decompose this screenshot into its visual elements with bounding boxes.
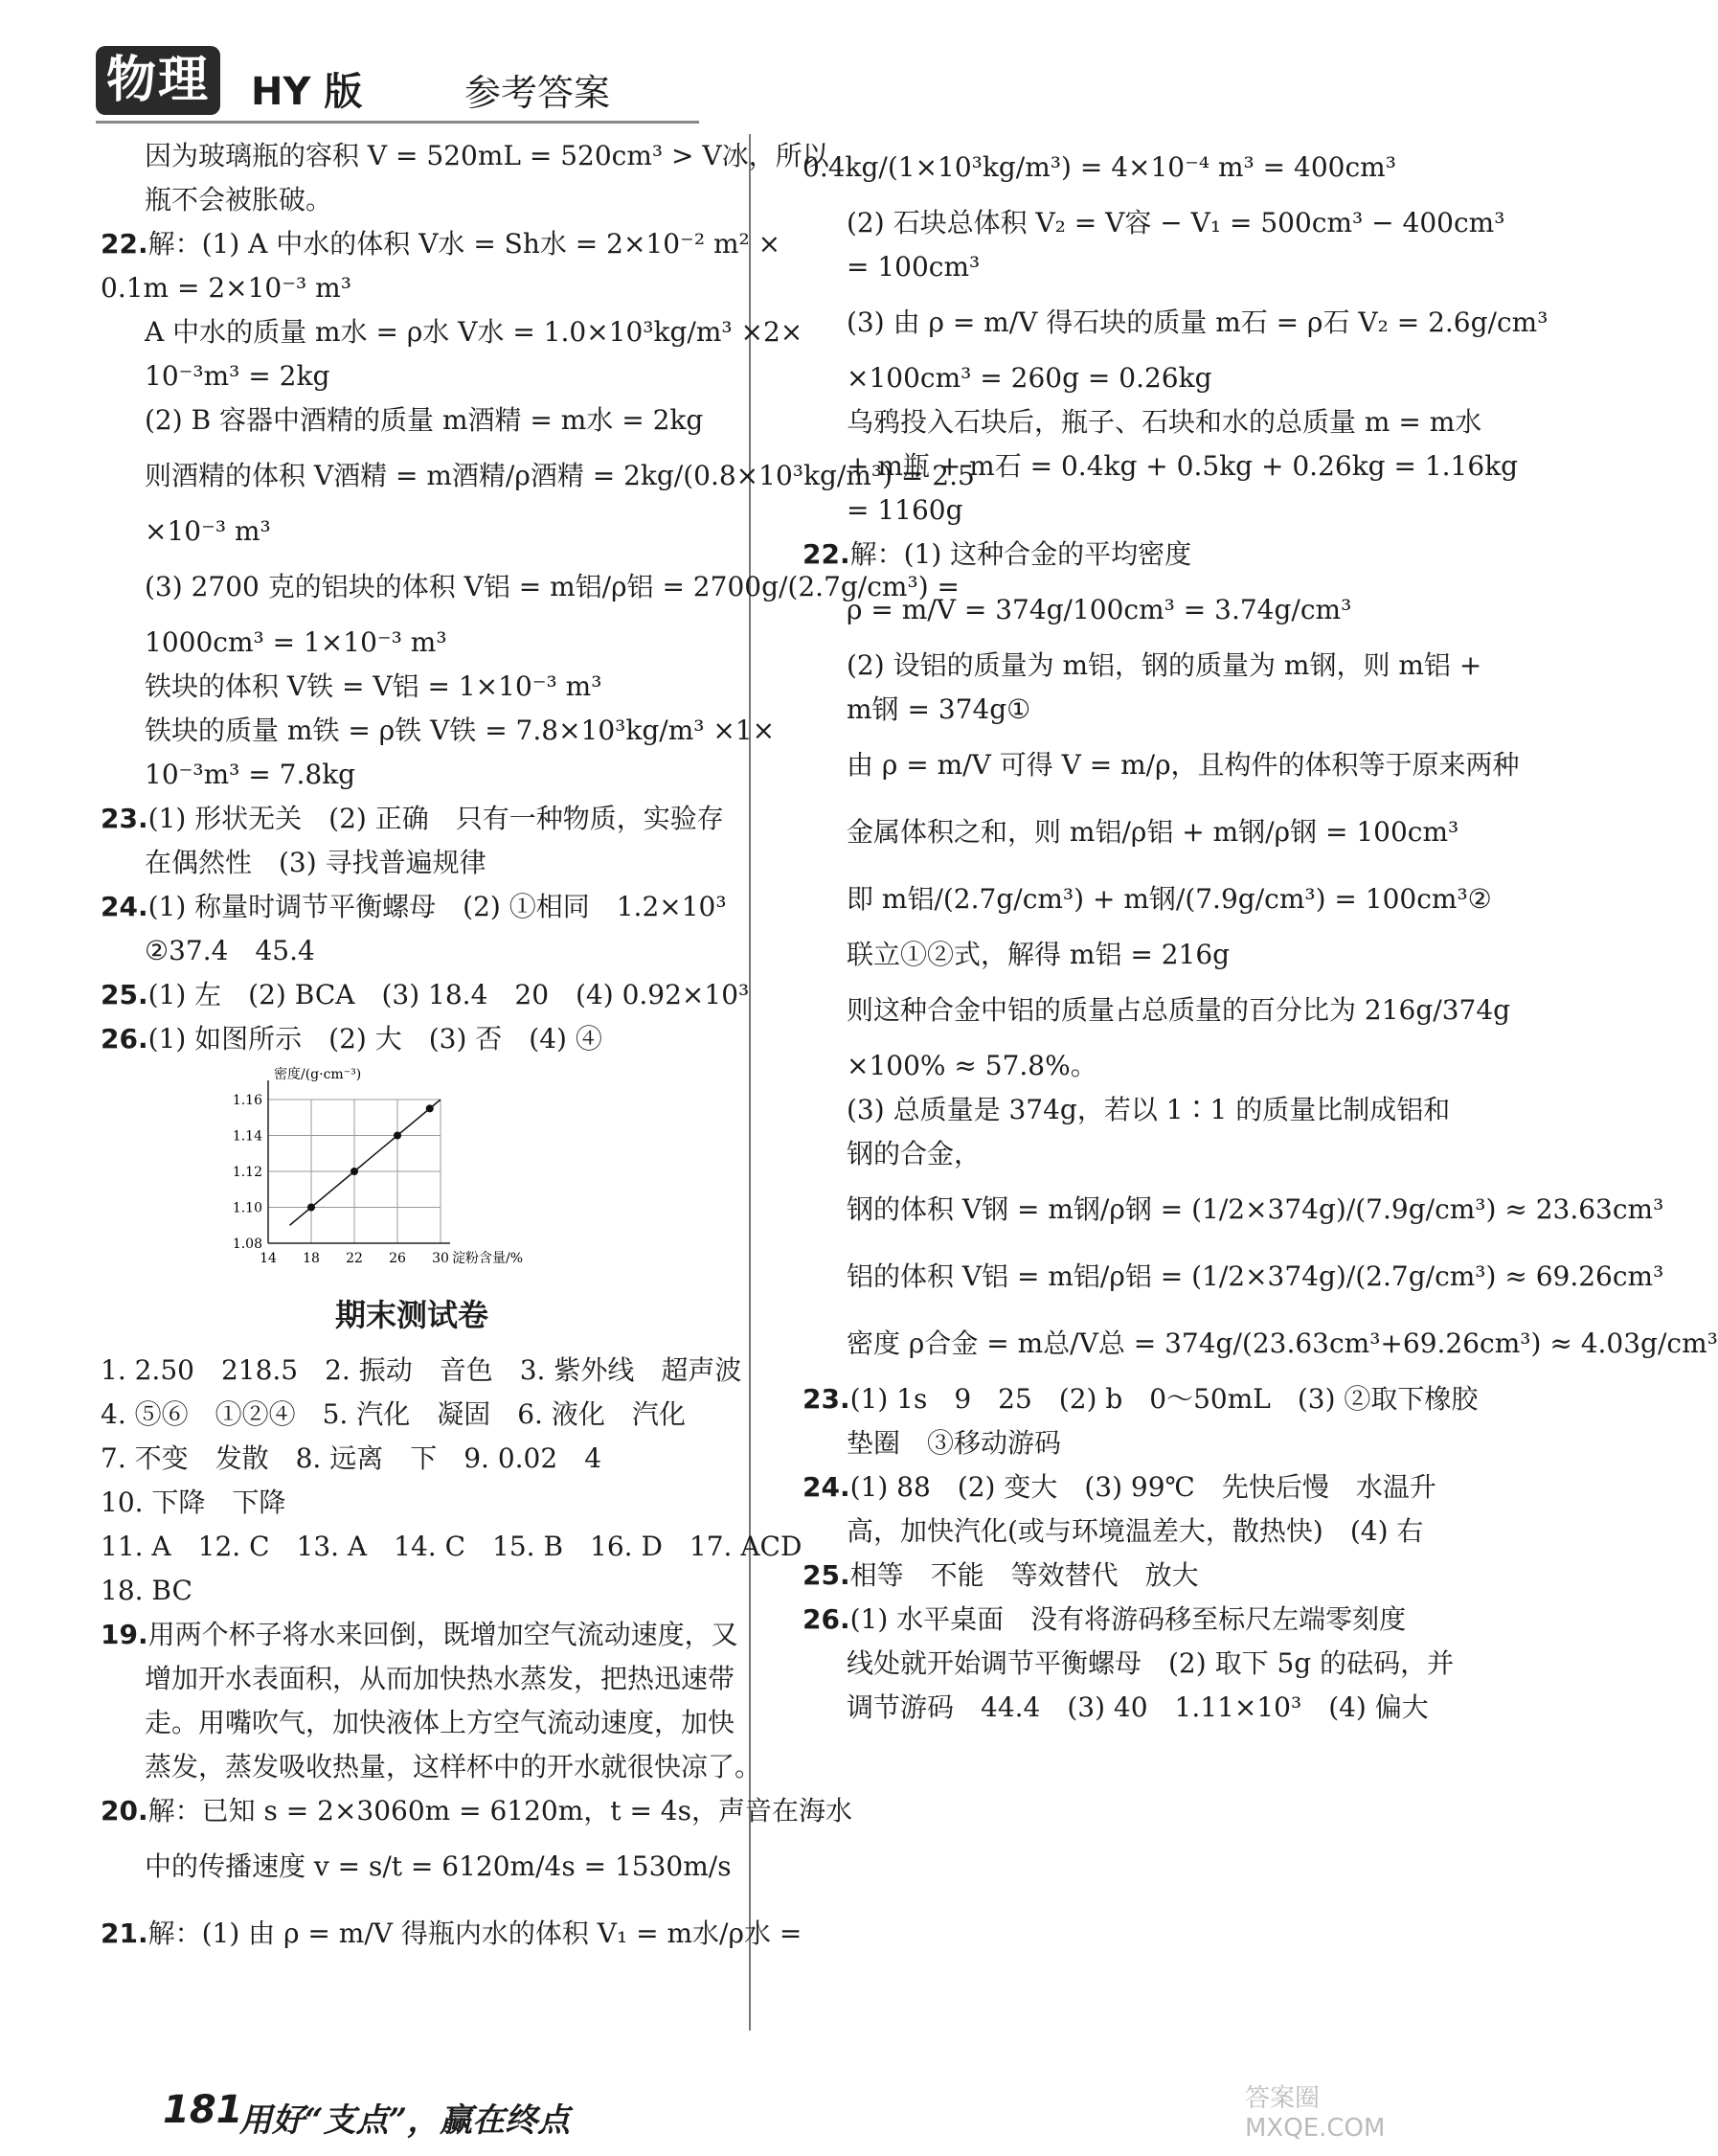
question-number: 23. (802, 1383, 850, 1415)
section-title: 期末测试卷 (334, 1297, 488, 1333)
watermark: 答案圈 MXQE.COM (1245, 2084, 1386, 2143)
answer-line (802, 977, 1511, 1044)
question-number: 24. (802, 1471, 850, 1503)
y-tick-label: 1.08 (232, 1237, 262, 1252)
answer-line (101, 709, 776, 753)
density-chart-svg (211, 1061, 555, 1282)
answer-text: 10⁻³m³ = 7.8kg (145, 759, 356, 790)
answer-text: 0.4kg/(1×10³kg/m³) = 4×10⁻⁴ m³ = 400cm³ (802, 151, 1396, 183)
y-tick-label: 1.14 (232, 1128, 262, 1145)
answer-text: (3) 由 ρ = m/V 得石块的质量 m石 = ρ石 V₂ = 2.6g/cm³ (847, 306, 1548, 338)
question-number: 21. (101, 1918, 148, 1949)
answer-text: (2) B 容器中酒精的质量 m酒精 = m水 = 2kg (145, 404, 704, 436)
answer-text: 铝的体积 V铝 = m铝/ρ铝 = (1/2×374g)/(2.7g/cm³) ≈ 69.26cm³ (847, 1260, 1664, 1292)
answer-line (802, 245, 1396, 289)
answer-line (802, 688, 1396, 732)
answer-text: (1) 形状无关 (2) 正确 只有一种物质，实验存 (147, 803, 724, 834)
answer-line (802, 732, 1520, 799)
answer-text: 因为玻璃瓶的容积 V = 520mL = 520cm³ > V冰，所以 (145, 140, 829, 171)
answer-line (101, 178, 723, 222)
answer-line (802, 1088, 1451, 1132)
header-rule (96, 121, 699, 124)
answer-text: (1) 1s 9 25 (2) b 0～50mL (3) ②取下橡胶 (849, 1383, 1479, 1415)
y-tick-label: 1.10 (232, 1200, 262, 1216)
x-tick-label: 22 (346, 1251, 363, 1266)
answer-line (101, 134, 829, 178)
answer-text: 解：已知 s = 2×3060m = 6120m，t = 4s，声音在海水 (147, 1795, 852, 1827)
answer-text: 铁块的体积 V铁 = V铝 = 1×10⁻³ m³ (145, 670, 602, 702)
answer-line (101, 885, 727, 929)
answer-text: 1. 2.50 218.5 2. 振动 音色 3. 紫外线 超声波 (101, 1354, 742, 1386)
data-point (426, 1104, 434, 1112)
answer-text: 走。用嘴吹气，加快液体上方空气流动速度，加快 (145, 1707, 735, 1738)
y-tick-label: 1.12 (232, 1165, 262, 1180)
answer-line (802, 1642, 1455, 1686)
subject-logo: 物理 (96, 46, 220, 115)
answer-line (802, 356, 1396, 400)
answer-text: 高，加快汽化(或与环境温差大，散热快) (4) 右 (847, 1515, 1424, 1547)
answer-text: (1) 称量时调节平衡螺母 (2) ①相同 1.2×10³ (147, 891, 727, 922)
answer-line (101, 398, 723, 443)
x-tick-label: 18 (303, 1251, 320, 1266)
answer-line (802, 400, 1482, 444)
answer-text: 联立①②式，解得 m铝 = 216g (847, 939, 1231, 970)
x-tick-label: 26 (389, 1251, 406, 1266)
answer-text: ×100cm³ = 260g = 0.26kg (847, 362, 1212, 394)
answer-text: 则这种合金中铝的质量占总质量的百分比为 216g/374g (847, 994, 1511, 1026)
answer-line (802, 1598, 1407, 1642)
answer-line (101, 1437, 723, 1481)
answer-text: 调节游码 44.4 (3) 40 1.11×10³ (4) 偏大 (847, 1691, 1429, 1723)
answer-line (101, 266, 723, 310)
answer-text: + m瓶 + m石 = 0.4kg + 0.5kg + 0.26kg = 1.16kg (847, 450, 1519, 482)
answer-line (101, 1701, 735, 1745)
y-tick-label: 1.16 (232, 1093, 262, 1108)
answer-text: 用两个杯子将水来回倒，既增加空气流动速度，又 (147, 1619, 738, 1650)
answer-line (802, 289, 1548, 356)
answer-text: 中的传播速度 v = s/t = 6120m/4s = 1530m/s (145, 1850, 732, 1882)
answer-line (802, 1243, 1664, 1310)
answer-text: (1) 左 (2) BCA (3) 18.4 20 (4) 0.92×10³ (147, 979, 750, 1010)
answer-line (802, 577, 1396, 644)
answer-text: 钢的体积 V钢 = m钢/ρ钢 = (1/2×374g)/(7.9g/cm³) ≈ 23.63cm³ (847, 1193, 1664, 1225)
answer-text: 7. 不变 发散 8. 远离 下 9. 0.02 4 (101, 1442, 602, 1474)
answer-line (101, 1481, 723, 1525)
answer-text: 10⁻³m³ = 2kg (145, 360, 330, 392)
answer-line (101, 929, 723, 973)
question-number: 24. (101, 891, 148, 922)
question-number: 19. (101, 1619, 148, 1650)
answer-line (101, 1833, 732, 1900)
answer-text: 解：(1) 由 ρ = m/V 得瓶内水的体积 V₁ = m水/ρ水 = (147, 1918, 802, 1949)
answer-line (802, 1554, 1396, 1598)
data-point (394, 1132, 401, 1140)
answer-line (802, 1377, 1479, 1421)
answer-line (802, 444, 1519, 488)
answer-text: 11. A 12. C 13. A 14. C 15. B 16. D 17. ACD (101, 1531, 802, 1562)
question-number: 23. (101, 803, 148, 834)
y-axis-label: 密度/(g·cm⁻³) (274, 1067, 362, 1082)
answer-text: 相等 不能 等效替代 放大 (849, 1559, 1199, 1591)
question-number: 25. (101, 979, 148, 1010)
answer-line (101, 1613, 738, 1657)
answer-text: 在偶然性 (3) 寻找普遍规律 (145, 847, 486, 878)
answer-line (802, 533, 1396, 577)
answer-text: ρ = m/V = 374g/100cm³ = 3.74g/cm³ (847, 594, 1352, 625)
answer-text: 铁块的质量 m铁 = ρ铁 V铁 = 7.8×10³kg/m³ ×1× (145, 715, 776, 746)
answer-text: (1) 88 (2) 变大 (3) 99℃ 先快后慢 水温升 (849, 1471, 1436, 1503)
answer-line (101, 1017, 723, 1061)
answer-text: 10. 下降 下降 (101, 1487, 286, 1518)
answer-line (101, 310, 803, 354)
question-number: 22. (802, 538, 850, 570)
answer-text: 密度 ρ合金 = m总/V总 = 374g/(23.63cm³+69.26cm³) ≈ 4.03g/cm³ (847, 1328, 1718, 1359)
answer-line (101, 1745, 762, 1789)
answer-text: ×10⁻³ m³ (145, 515, 271, 547)
answer-text: 1000cm³ = 1×10⁻³ m³ (145, 626, 447, 658)
answer-line (101, 1393, 723, 1437)
question-number: 26. (802, 1603, 850, 1635)
answer-text: 蒸发，蒸发吸收热量，这样杯中的开水就很快凉了。 (145, 1751, 762, 1782)
answer-line (101, 753, 723, 797)
answer-text: ②37.4 45.4 (145, 935, 315, 966)
answer-line (101, 665, 723, 709)
answer-line (101, 621, 723, 665)
answer-line (802, 799, 1459, 866)
answer-text: 乌鸦投入石块后，瓶子、石块和水的总质量 m = m水 (847, 406, 1482, 438)
answer-line (802, 201, 1505, 245)
x-axis-label: 淀粉含量/% (452, 1251, 524, 1266)
answer-text: (2) 石块总体积 V₂ = V容 − V₁ = 500cm³ − 400cm³ (847, 207, 1505, 238)
answer-text: m钢 = 374g① (847, 693, 1031, 725)
answer-text: 垫圈 ③移动游码 (847, 1427, 1062, 1459)
answer-line (802, 1132, 1396, 1176)
answer-line (802, 933, 1396, 977)
answer-line (101, 354, 723, 398)
answer-text: = 1160g (847, 494, 963, 526)
answer-text: 则酒精的体积 V酒精 = m酒精/ρ酒精 = 2kg/(0.8×10³kg/m³) = 2.5 (145, 460, 975, 491)
question-number: 25. (802, 1559, 850, 1591)
answer-line (802, 488, 1396, 533)
page-footer (96, 2088, 766, 2145)
answer-text: 线处就开始调节平衡螺母 (2) 取下 5g 的砝码，并 (847, 1647, 1455, 1679)
question-number: 26. (101, 1023, 148, 1055)
question-number: 22. (101, 228, 148, 260)
answer-line (802, 134, 1396, 201)
answer-line (802, 1509, 1424, 1554)
answer-line (802, 866, 1492, 933)
right-column (802, 134, 1718, 1730)
answer-text: 瓶不会被胀破。 (145, 184, 333, 216)
answer-line (101, 973, 750, 1017)
answer-text: 18. BC (101, 1575, 192, 1606)
answer-line (802, 1176, 1664, 1243)
answer-text: 0.1m = 2×10⁻³ m³ (101, 272, 351, 304)
data-point (350, 1168, 358, 1175)
density-chart (101, 1061, 723, 1282)
page-header (0, 0, 1467, 125)
answer-text: 钢的合金， (847, 1138, 982, 1169)
answer-line (101, 1525, 802, 1569)
answer-line (802, 1686, 1429, 1730)
answer-text: 解：(1) 这种合金的平均密度 (849, 538, 1192, 570)
answer-line (101, 1789, 852, 1833)
answer-line (101, 841, 723, 885)
answer-line (101, 1900, 802, 1967)
answer-line (802, 1465, 1436, 1509)
answer-line (101, 1569, 723, 1613)
data-point (307, 1204, 315, 1212)
answer-line (101, 1657, 735, 1701)
answer-text: (1) 如图所示 (2) 大 (3) 否 (4) ④ (147, 1023, 602, 1055)
answer-text: 增加开水表面积，从而加快热水蒸发，把热迅速带 (145, 1663, 735, 1694)
answer-text: 由 ρ = m/V 可得 V = m/ρ，且构件的体积等于原来两种 (847, 749, 1520, 781)
answer-text: ×100% ≈ 57.8%。 (847, 1050, 1097, 1081)
answer-line (101, 510, 723, 554)
answer-text: (3) 2700 克的铝块的体积 V铝 = m铝/ρ铝 = 2700g/(2.7g/cm³) = (145, 571, 960, 602)
answer-text: (3) 总质量是 374g，若以 1∶1 的质量比制成铝和 (847, 1094, 1451, 1125)
answer-line (101, 1349, 742, 1393)
answer-line (802, 644, 1482, 688)
page-number: 181 (163, 2088, 243, 2132)
edition-label: HY 版 (251, 70, 363, 114)
answer-line (802, 1421, 1396, 1465)
page-title: 参考答案 (464, 72, 611, 114)
answer-line (101, 797, 723, 841)
answer-text: 金属体积之和，则 m铝/ρ铝 + m钢/ρ钢 = 100cm³ (847, 816, 1459, 848)
answer-line (802, 1310, 1718, 1377)
footer-slogan: 用好“支点”，赢在终点 (239, 2101, 571, 2140)
answer-text: 即 m铝/(2.7g/cm³) + m钢/(7.9g/cm³) = 100cm³② (847, 883, 1492, 915)
question-number: 20. (101, 1795, 148, 1827)
x-tick-label: 14 (260, 1251, 277, 1266)
answer-text: = 100cm³ (847, 251, 981, 283)
x-tick-label: 30 (432, 1251, 449, 1266)
answer-text: (2) 设铝的质量为 m铝，钢的质量为 m钢，则 m铝 + (847, 649, 1482, 681)
answer-text: 解：(1) A 中水的体积 V水 = Sh水 = 2×10⁻² m² × (147, 228, 781, 260)
answer-text: A 中水的质量 m水 = ρ水 V水 = 1.0×10³kg/m³ ×2× (145, 316, 803, 348)
answer-line (101, 222, 781, 266)
answer-line (802, 1044, 1396, 1088)
answer-text: (1) 水平桌面 没有将游码移至标尺左端零刻度 (849, 1603, 1407, 1635)
answer-text: 4. ⑤⑥ ①②④ 5. 汽化 凝固 6. 液化 汽化 (101, 1398, 686, 1430)
